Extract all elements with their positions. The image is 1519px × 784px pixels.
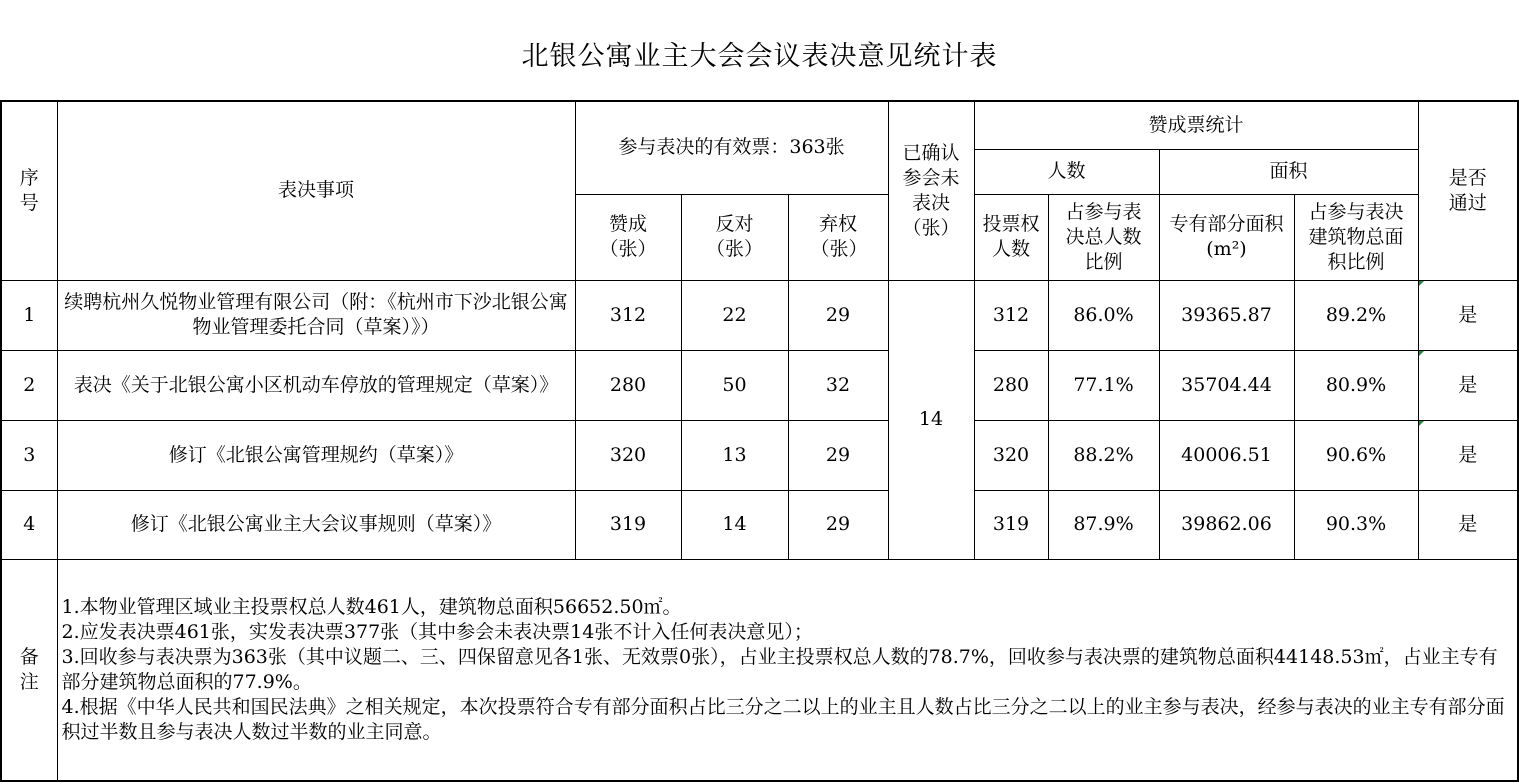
row-matter: 续聘杭州久悦物业管理有限公司（附：《杭州市下沙北银公寓物业管理委托合同（草案）》） — [57, 280, 575, 350]
note-line-2: 2.应发表决票461张，实发表决票377张（其中参会未表决票14张不计入任何表决意见）； — [61, 620, 813, 643]
header-voters-ratio: 占参与表决总人数比例 — [1048, 194, 1159, 280]
row-area: 35704.44 — [1159, 350, 1294, 420]
header-area: 面积 — [1159, 149, 1418, 194]
header-abstain: 弃权（张） — [788, 194, 888, 280]
row-approve: 319 — [575, 490, 681, 559]
notes-label: 备注 — [1, 559, 57, 781]
vote-statistics-table — [0, 100, 1519, 782]
row-area: 40006.51 — [1159, 420, 1294, 490]
row-seq: 4 — [1, 490, 57, 559]
note-line-1: 1.本物业管理区域业主投票权总人数461人，建筑物总面积56652.50㎡。 — [61, 595, 682, 618]
row-seq: 2 — [1, 350, 57, 420]
header-passed: 是否通过 — [1418, 101, 1518, 280]
row-matter: 表决《关于北银公寓小区机动车停放的管理规定（草案）》 — [57, 350, 575, 420]
row-abstain: 29 — [788, 420, 888, 490]
row-approve: 320 — [575, 420, 681, 490]
row-voters-ratio: 88.2% — [1048, 420, 1159, 490]
row-passed: 是 — [1418, 490, 1518, 559]
row-abstain: 29 — [788, 490, 888, 559]
row-voters-ratio: 86.0% — [1048, 280, 1159, 350]
row-area: 39365.87 — [1159, 280, 1294, 350]
row-passed: 是 — [1418, 420, 1518, 490]
row-abstain: 32 — [788, 350, 888, 420]
row-area-ratio: 90.3% — [1294, 490, 1418, 559]
notes-row — [1, 559, 1518, 781]
row-area: 39862.06 — [1159, 490, 1294, 559]
row-voters: 312 — [974, 280, 1048, 350]
row-oppose: 14 — [681, 490, 788, 559]
header-approve-stats: 赞成票统计 — [974, 101, 1418, 149]
row-approve: 280 — [575, 350, 681, 420]
row-voters-ratio: 87.9% — [1048, 490, 1159, 559]
header-approve: 赞成（张） — [575, 194, 681, 280]
note-line-4: 4.根据《中华人民共和国民法典》之相关规定，本次投票符合专有部分面积占比三分之二以上的业主且人数占比三分之二以上的业主参与表决，经参与表决的业主专有部分面积过半数且参与表决人数过半数的业主同意。 — [61, 695, 1505, 743]
row-area-ratio: 89.2% — [1294, 280, 1418, 350]
page-title: 北银公寓业主大会会议表决意见统计表 — [521, 41, 998, 72]
row-passed: 是 — [1418, 280, 1518, 350]
row-passed: 是 — [1418, 350, 1518, 420]
row-area-ratio: 90.6% — [1294, 420, 1418, 490]
row-area-ratio: 80.9% — [1294, 350, 1418, 420]
note-line-3: 3.回收参与表决票为363张（其中议题二、三、四保留意见各1张、无效票0张），占业主投票权总人数的78.7%，回收参与表决票的建筑物总面积44148.53㎡，占业主专有部分建筑物总面积的77.9%。 — [61, 645, 1498, 693]
header-area-ratio: 占参与表决建筑物总面积比例 — [1294, 194, 1418, 280]
row-voters: 280 — [974, 350, 1048, 420]
row-matter: 修订《北银公寓业主大会议事规则（草案）》 — [57, 490, 575, 559]
row-abstain: 29 — [788, 280, 888, 350]
header-matter: 表决事项 — [57, 101, 575, 280]
row-voters-ratio: 77.1% — [1048, 350, 1159, 420]
row-matter: 修订《北银公寓管理规约（草案）》 — [57, 420, 575, 490]
row-voters: 320 — [974, 420, 1048, 490]
table-row — [1, 490, 1518, 559]
header-oppose: 反对（张） — [681, 194, 788, 280]
header-seq: 序号 — [1, 101, 57, 280]
confirmed-not-voted-value: 14 — [888, 280, 974, 559]
table-row — [1, 420, 1518, 490]
header-people: 人数 — [974, 149, 1159, 194]
header-confirmed-not-voted: 已确认参会未表决（张） — [888, 101, 974, 280]
row-voters: 319 — [974, 490, 1048, 559]
row-oppose: 50 — [681, 350, 788, 420]
table-row — [1, 280, 1518, 350]
row-seq: 1 — [1, 280, 57, 350]
row-seq: 3 — [1, 420, 57, 490]
row-oppose: 13 — [681, 420, 788, 490]
header-exclusive-area: 专有部分面积(m²) — [1159, 194, 1294, 280]
table-row — [1, 350, 1518, 420]
row-approve: 312 — [575, 280, 681, 350]
notes-content — [57, 559, 1518, 781]
header-voters: 投票权人数 — [974, 194, 1048, 280]
header-valid-votes: 参与表决的有效票：363张 — [575, 101, 888, 194]
row-oppose: 22 — [681, 280, 788, 350]
